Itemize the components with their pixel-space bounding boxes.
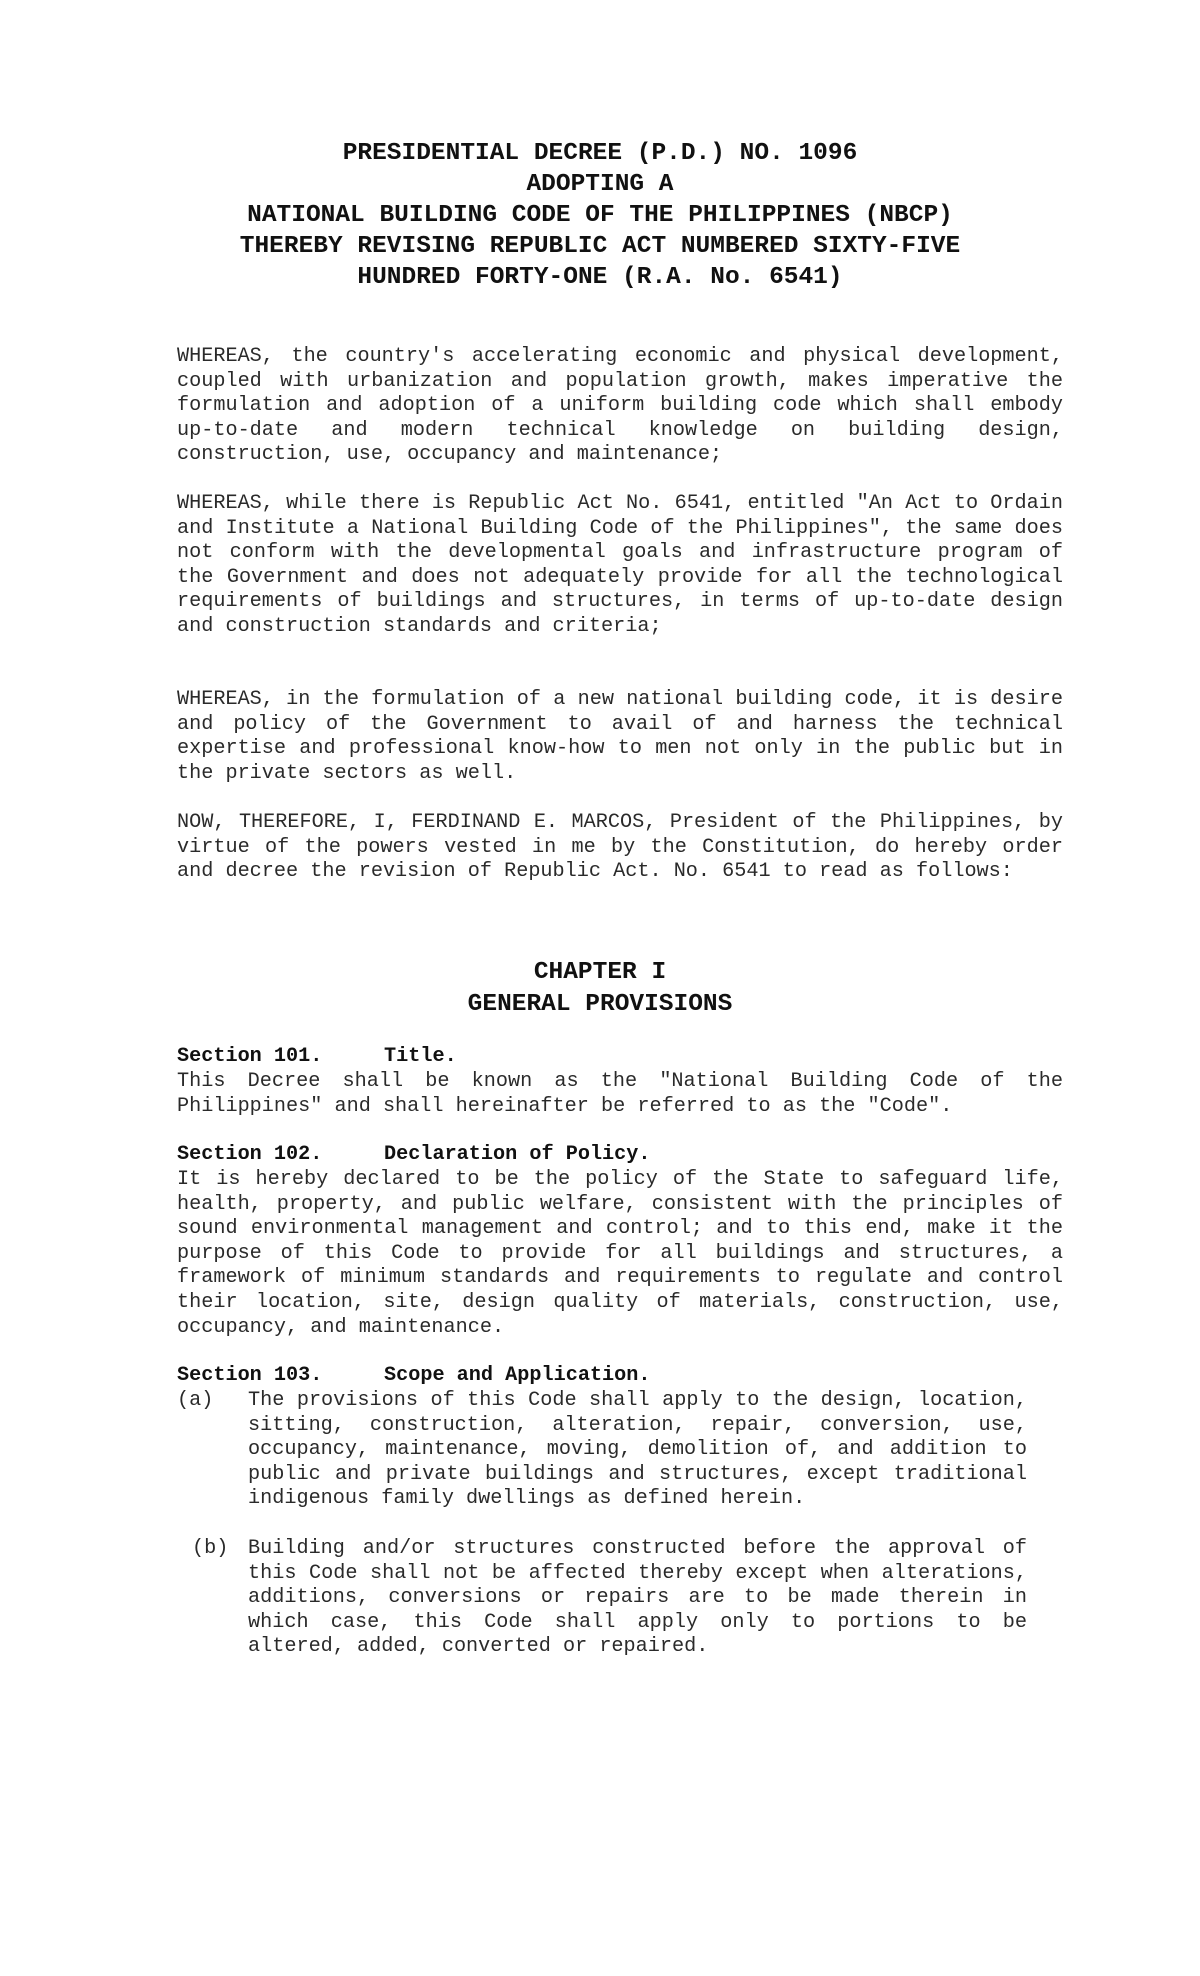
decree-title [100,138,1100,293]
preamble-paragraph: WHEREAS, in the formulation of a new national building code, it is desire and policy of the Government to avail of and harness the technical expertise and professional know-how to men not only in the public but in the private sectors as well. [177,688,1063,785]
section-title: Title. [384,1045,457,1068]
section-heading-103 [177,1364,651,1389]
preamble-whereas-1 [177,345,1063,468]
section-title: Scope and Application. [384,1364,651,1387]
chapter-heading [100,957,1100,1020]
list-marker: (a) [177,1389,214,1412]
section-number: Section 103. [177,1364,323,1387]
section-body-101 [177,1070,1063,1119]
title-line: PRESIDENTIAL DECREE (P.D.) NO. 1096 [342,140,858,167]
section-body-102 [177,1168,1063,1340]
title-line: NATIONAL BUILDING CODE OF THE PHILIPPINES (NBCP) [247,202,953,229]
title-line: ADOPTING A [526,171,674,198]
chapter-title: GENERAL PROVISIONS [467,990,733,1018]
title-line: HUNDRED FORTY-ONE (R.A. No. 6541) [357,264,843,291]
preamble-paragraph: WHEREAS, while there is Republic Act No. 6541, entitled "An Act to Ordain and Institute a National Building Code of the Philippines", the same does not conform with the developmental goals and infrastructure program of the Government and does not adequately provide for all the technological requirements of buildings and structures, in terms of up-to-date design and construction standards and criteria; [177,492,1063,638]
list-item-text: Building and/or structures constructed before the approval of this Code shall not be affected thereby except when alterations, additions, conversions or repairs are to be made therein in which case, this Code shall apply only to portions to be altered, added, converted or repaired. [248,1537,1027,1659]
list-item-b [177,1537,1027,1660]
section-text: It is hereby declared to be the policy of the State to safeguard life, health, property, and public welfare, consistent with the principles of sound environmental management and control; and to this end, make it the purpose of this Code to provide for all buildings and structures, a framework of minimum standards and requirements to regulate and control their location, site, design quality of materials, construction, use, occupancy, and maintenance. [177,1168,1063,1339]
list-item-text: The provisions of this Code shall apply to the design, location, sitting, construction, alteration, repair, conversion, use, occupancy, maintenance, moving, demolition of, and addition to public and private buildings and structures, except traditional indigenous family dwellings as defined herein. [248,1389,1027,1511]
preamble-paragraph: WHEREAS, the country's accelerating economic and physical development, coupled with urbanization and population growth, makes imperative the formulation and adoption of a uniform building code which shall embody up-to-date and modern technical knowledge on building design, construction, use, occupancy and maintenance; [177,345,1063,467]
section-text: This Decree shall be known as the "National Building Code of the Philippines" and shall hereinafter be referred to as the "Code". [177,1070,1063,1118]
preamble-paragraph: NOW, THEREFORE, I, FERDINAND E. MARCOS, President of the Philippines, by virtue of the powers vested in me by the Constitution, do hereby order and decree the revision of Republic Act. No. 6541 to read as follows: [177,811,1063,884]
list-marker: (b) [192,1537,229,1560]
title-line: THEREBY REVISING REPUBLIC ACT NUMBERED SIXTY-FIVE [239,233,961,260]
list-item-a [177,1389,1027,1512]
preamble-whereas-3 [177,688,1063,786]
section-title: Declaration of Policy. [384,1143,651,1166]
chapter-number: CHAPTER I [533,959,667,986]
section-number: Section 102. [177,1143,323,1166]
section-heading-102 [177,1143,651,1168]
section-heading-101 [177,1045,457,1070]
section-number: Section 101. [177,1045,323,1068]
preamble-whereas-2 [177,492,1063,640]
preamble-now-therefore [177,811,1063,885]
